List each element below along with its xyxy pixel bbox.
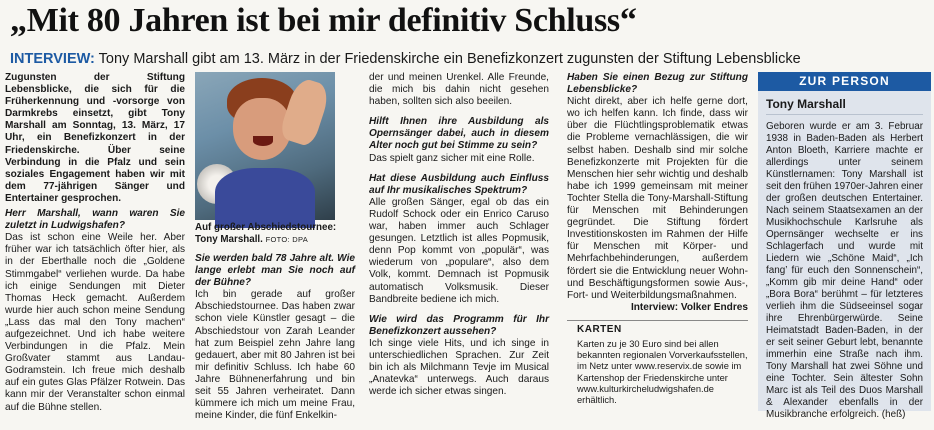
column-2 — [195, 250, 355, 430]
zur-person-header: ZUR PERSON — [758, 72, 931, 91]
tony-marshall-photo — [195, 72, 335, 220]
headline: „Mit 80 Jahren ist bei mir definitiv Schluss“ — [10, 2, 637, 39]
zur-person-box — [758, 72, 931, 420]
interview-byline: Interview: Volker Endres — [630, 301, 748, 313]
question-4: Hat diese Ausbildung auch Einfluss auf Ihr musikalisches Spektrum? — [369, 172, 549, 196]
answer-2: Ich bin gerade auf großer Abschiedstournee. Das haben zwar schon viele Künstler gesagt – die Abschiedstour von Zarah Leander hat zum Beispiel zehn Jahre lang gedauert, aber mit 80 Jahren ist bei mir definitiv Schluss. Ich habe 60 Jahre Bühnenerfahrung und bin seit 55 Jahren verheiratet. Dann kümmere ich mich um meine Frau, meine Kinder, die fünf Enkelkin- — [195, 289, 355, 422]
zur-person-body — [758, 91, 931, 420]
question-3: Hilft Ihnen ihre Ausbildung als Opernsänger dabei, auch in diesem Alter noch gut bei Stimme zu sein? — [369, 116, 549, 152]
answer-1: Das ist schon eine Weile her. Aber früher war ich tatsächlich öfter hier, als in der Eberthalle noch die „Goldene Stimmgabel“ verliehen wurde. Da habe ich einige Sendungen mit Dieter Thomas Heck gemacht. Außerdem wurde hier auch schon meine Sendung „Lass das mal den Tony machen“ aufgezeichnet. Und ich habe weitere Verbindungen in die Pfalz. Mein Großvater stammt aus Landau-Godramstein. Ich freue mich deshalb auf ein gutes Glas Pfälzer Rotwein. Das kann mir der Veranstalter schon einmal auf die Bühne stellen. — [5, 232, 185, 413]
answer-4: Alle großen Sänger, egal ob das ein Rudolf Schock oder ein Enrico Caruso war, haben immer auch Schlager gesungen. Letztlich ist alles Popmusik, denn Pop kommt von „populär“, was wiederum von „populare“, also dem Volk, kommt. Demnach ist Popmusik automatisch Volksmusik. Dieser Bandbreite bediene ich mich. — [369, 196, 549, 305]
answer-2-continued: der und meinen Urenkel. Alle Freunde, die mich bis dahin nicht gesehen haben, sollten sich also beeilen. — [369, 72, 549, 108]
subline-kicker: INTERVIEW: — [10, 51, 95, 67]
photo-credit: FOTO: DPA — [265, 235, 309, 244]
column-3 — [369, 72, 549, 406]
photo-mouth — [253, 136, 273, 146]
photo-dress — [215, 168, 315, 228]
caption-text: Auf großer Abschiedstournee: Tony Marshall. — [195, 222, 337, 245]
karten-title: KARTEN — [567, 320, 748, 336]
column-4 — [567, 72, 748, 406]
zur-person-text: Geboren wurde er am 3. Februar 1938 in Baden-Baden als Herbert Anton Bloeth, Karriere machte er allerdings unter seinem Künstlernamen: Tony Marshall ist seit den frühen 1970er-Jahren einer der großen deutschen Entertainer. Nach seinem Staatsexamen an der Musikhochschule Karlsruhe als Opernsänger wechselte er ins Schlagerfach und wurde mit Liedern wie „Schöne Maid“, „Ich fang’ für euch den Sonnenschein“, „Komm gib mir deine Hand“ oder „Bora Bora“ berühmt – für letzteres verlieh ihm die Südseeinsel sogar ihre Ehrenbürgerwürde. Seine Heimatstadt Baden-Baden, in der er seit seiner Geburt lebt, benannte immerhin eine Straße nach ihm. Tony Marshall hat zwei Söhne und eine Tochter. Sein ältester Sohn Marc ist als Teil des Duos Marshall & Alexander ebenfalls in der Musikbranche erfolgreich. (heß) — [766, 121, 924, 420]
subline — [10, 50, 930, 68]
column-1 — [5, 72, 185, 413]
photo-caption — [195, 222, 360, 248]
zur-person-name: Tony Marshall — [766, 97, 923, 115]
intro-lead: Zugunsten der Stiftung Lebensblicke, die sich für die Früherkennung und -vorsorge von Darmkrebs einsetzt, gibt Tony Marshall am Sonntag, 13. März, 17 Uhr, ein Benefizkonzert in der Friedenskirche. Über seine Verbindung in die Pfalz und sein soziales Engagement haben wir mit dem 77-jährigen Sänger und Entertainer gesprochen. — [5, 72, 185, 204]
question-5: Wie wird das Programm für Ihr Benefizkonzert aussehen? — [369, 313, 549, 337]
subline-text: Tony Marshall gibt am 13. März in der Friedenskirche ein Benefizkonzert zugunsten der Stiftung Lebensblicke — [98, 51, 801, 67]
question-6: Haben Sie einen Bezug zur Stiftung Lebensblicke? — [567, 72, 748, 96]
answer-6: Nicht direkt, aber ich helfe gerne dort, wo ich helfen kann. Ich finde, dass wir über die Flüchtlingsproblematik etwas die Probleme vernachlässigen, die wir selbst haben. Deshalb sind mir solche Benefizkonzerte mit Projekten für die Menschen hier sehr wichtig und deshalb habe ich 1999 gemeinsam mit meiner Tochter Stella die Tony-Marshall-Stiftung für Menschen mit Behinderungen gegründet. Die Stiftung fördert Investitionskosten im Rahmen der Hilfe für Menschen mit Körper- und Mehrfachbehinderungen, außerdem fördert sie die Entwicklung neuer Wohn- und Beschäftigungsformen sowie Aus-, Fort- und Weiterbildungsmaßnahmen. — [567, 96, 748, 301]
answer-3: Das spielt ganz sicher mit eine Rolle. — [369, 152, 535, 164]
answer-5: Ich singe viele Hits, und ich singe in unterschiedlichen Sprachen. Zur Zeit bin ich als Milchmann Tevje im Musical „Anatevka“ unterwegs. Auch daraus werde ich sicher etwas singen. — [369, 337, 549, 398]
karten-text: Karten zu je 30 Euro sind bei allen bekannten regionalen Vorverkaufsstellen, im Netz unter www.reservix.de sowie im Kartenshop der Friedenskirche unter www.kulturkircheludwigshafen.de erhältlich. — [577, 338, 748, 405]
question-1: Herr Marshall, wann waren Sie zuletzt in Ludwigshafen? — [5, 208, 185, 232]
question-2: Sie werden bald 78 Jahre alt. Wie lange erlebt man Sie noch auf der Bühne? — [195, 253, 355, 289]
